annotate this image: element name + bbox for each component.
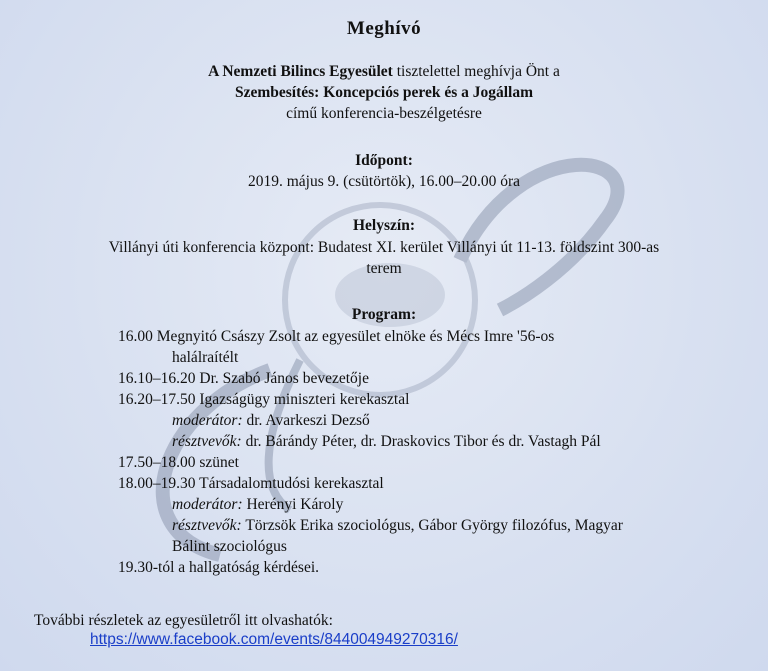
program-item-continuation: Bálint szociológus xyxy=(172,538,287,555)
program-item: résztvevők: dr. Bárándy Péter, dr. Draskovics Tibor és dr. Vastagh Pál xyxy=(172,433,601,450)
place-value-line-1: Villányi úti konferencia központ: Budatest XI. kerület Villányi út 11-13. földszint 300-as xyxy=(108,239,660,256)
footer-text: További részletek az egyesületről itt olvashatók: xyxy=(34,612,333,629)
place-value-line-2: terem xyxy=(366,260,402,277)
time-label: Időpont: xyxy=(355,152,413,169)
program-item: 16.10–16.20 Dr. Szabó János bevezetője xyxy=(118,370,369,387)
program-item: 16.00 Megnyitó Császy Zsolt az egyesület elnöke és Mécs Imre '56-os xyxy=(118,328,555,345)
program-item: moderátor: dr. Avarkeszi Dezső xyxy=(172,412,370,429)
intro-line-3: című konferencia-beszélgetésre xyxy=(286,105,482,122)
facebook-event-link[interactable]: https://www.facebook.com/events/844004949270316/ xyxy=(90,631,458,648)
place-label: Helyszín: xyxy=(353,217,415,234)
program-list xyxy=(118,326,623,578)
program-item-continuation: halálraítélt xyxy=(172,349,239,366)
program-item: 18.00–19.30 Társadalomtudósi kerekasztal xyxy=(118,475,384,492)
page-title: Meghívó xyxy=(346,18,422,39)
conference-title: Szembesítés: Koncepciós perek és a Jogállam xyxy=(234,84,534,101)
intro-text: tisztelettel meghívja Önt a xyxy=(392,63,560,80)
program-label: Program: xyxy=(351,306,417,323)
program-item: résztvevők: Törzsök Erika szociológus, Gábor György filozófus, Magyar xyxy=(172,517,623,534)
program-item: moderátor: Herényi Károly xyxy=(172,496,344,513)
program-item: 16.20–17.50 Igazságügy miniszteri kerekasztal xyxy=(118,391,410,408)
program-item: 19.30-tól a hallgatóság kérdései. xyxy=(118,559,320,576)
organization-name: A Nemzeti Bilincs Egyesület xyxy=(208,63,393,80)
time-value: 2019. május 9. (csütörtök), 16.00–20.00 óra xyxy=(247,173,521,190)
intro-line-1 xyxy=(0,62,768,82)
program-item: 17.50–18.00 szünet xyxy=(118,454,239,471)
